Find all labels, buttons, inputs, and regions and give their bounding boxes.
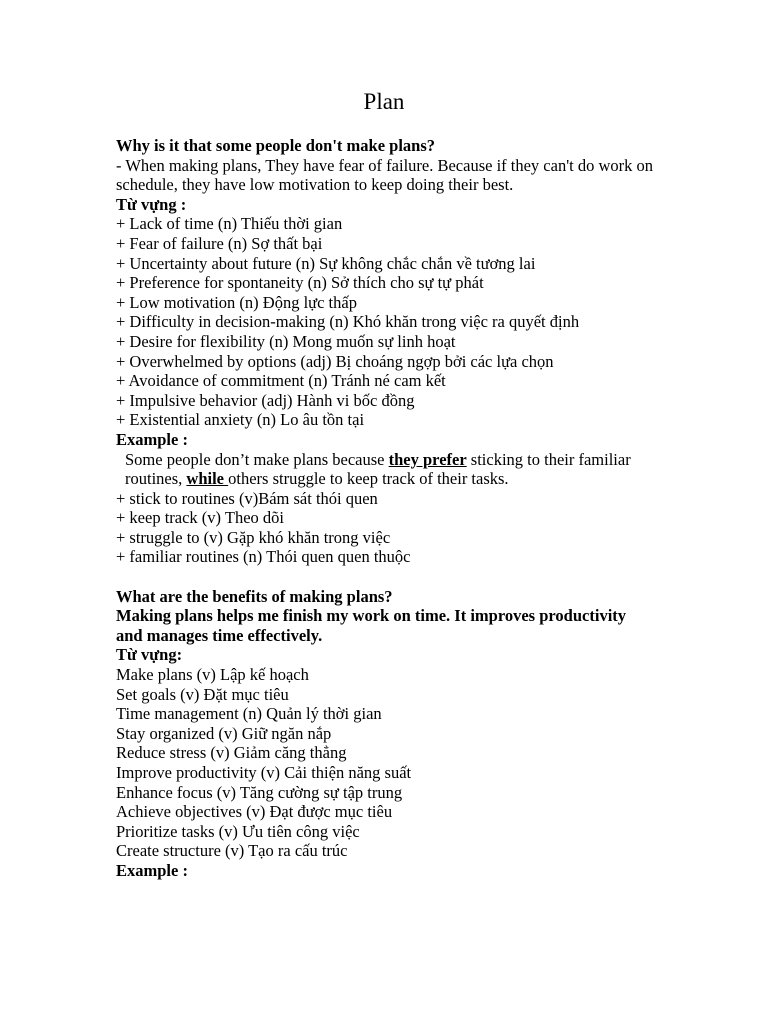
example-vocab-item: + keep track (v) Theo dõi — [116, 508, 284, 528]
example-vocab-item: + stick to routines (v)Bám sát thói quen — [116, 488, 378, 508]
vocab-item: + Desire for flexibility (n) Mong muốn sự linh hoạt — [116, 331, 456, 351]
example-text: others struggle to keep track of their tasks. — [228, 469, 509, 489]
example-emphasis: they prefer — [388, 449, 467, 469]
example-text: Some people don’t make plans because — [125, 449, 389, 469]
vocab-item: + Low motivation (n) Động lực thấp — [116, 292, 357, 312]
section1-question: Why is it that some people don't make plans? — [116, 136, 436, 155]
section1-example-heading: Example : — [116, 429, 188, 449]
vocab-item: + Difficulty in decision-making (n) Khó khăn trong việc ra quyết định — [116, 312, 580, 332]
document-body — [116, 136, 656, 881]
section1-example-vocab-list — [116, 489, 656, 567]
vocab-item: Improve productivity (v) Cải thiện năng suất — [116, 763, 412, 782]
vocab-item: Reduce stress (v) Giảm căng thẳng — [116, 743, 347, 763]
vocab-item: Stay organized (v) Giữ ngăn nắp — [116, 723, 332, 743]
vocab-item: + Impulsive behavior (adj) Hành vi bốc đồng — [116, 390, 415, 410]
vocab-item: + Avoidance of commitment (n) Tránh né cam kết — [116, 371, 446, 391]
example-vocab-item: + struggle to (v) Gặp khó khăn trong việc — [116, 527, 391, 547]
section1-vocab-list — [116, 214, 656, 430]
vocab-item: Make plans (v) Lập kế hoạch — [116, 665, 309, 685]
vocab-item: + Uncertainty about future (n) Sự không chắc chắn về tương lai — [116, 253, 536, 273]
vocab-item: Set goals (v) Đặt mục tiêu — [116, 684, 289, 704]
vocab-item: + Lack of time (n) Thiếu thời gian — [116, 214, 343, 234]
vocab-item: Enhance focus (v) Tăng cường sự tập trung — [116, 782, 403, 802]
vocab-item: + Preference for spontaneity (n) Sở thích cho sự tự phát — [116, 273, 484, 293]
vocab-item: Create structure (v) Tạo ra cấu trúc — [116, 841, 348, 861]
section2-example-heading: Example : — [116, 860, 188, 880]
section2-answer: Making plans helps me finish my work on time. It improves productivity and manages time effectively. — [116, 606, 627, 645]
vocab-item: Time management (n) Quản lý thời gian — [116, 704, 382, 724]
section2-question: What are the benefits of making plans? — [116, 586, 393, 606]
paragraph-spacer — [116, 567, 656, 587]
section1-answer: - When making plans, They have fear of failure. Because if they can't do work on schedule, they have low motivation to keep doing their best. — [116, 155, 654, 195]
vocab-item: + Overwhelmed by options (adj) Bị choáng ngợp bởi các lựa chọn — [116, 351, 554, 371]
example-vocab-item: + familiar routines (n) Thói quen quen thuộc — [116, 547, 411, 567]
section2-vocab-list — [116, 665, 656, 861]
section1-example-sentence — [116, 450, 656, 489]
page-title: Plan — [363, 89, 405, 114]
section1-vocab-heading: Từ vựng : — [116, 194, 187, 214]
vocab-item: + Fear of failure (n) Sợ thất bại — [116, 233, 323, 253]
vocab-item: + Existential anxiety (n) Lo âu tồn tại — [116, 410, 365, 430]
example-text: sticking to their familiar routines, — [125, 449, 631, 489]
vocab-item: Prioritize tasks (v) Ưu tiên công việc — [116, 821, 360, 841]
section2-vocab-heading: Từ vựng: — [116, 645, 183, 665]
example-emphasis: while — [186, 469, 229, 489]
vocab-item: Achieve objectives (v) Đạt được mục tiêu — [116, 802, 393, 822]
